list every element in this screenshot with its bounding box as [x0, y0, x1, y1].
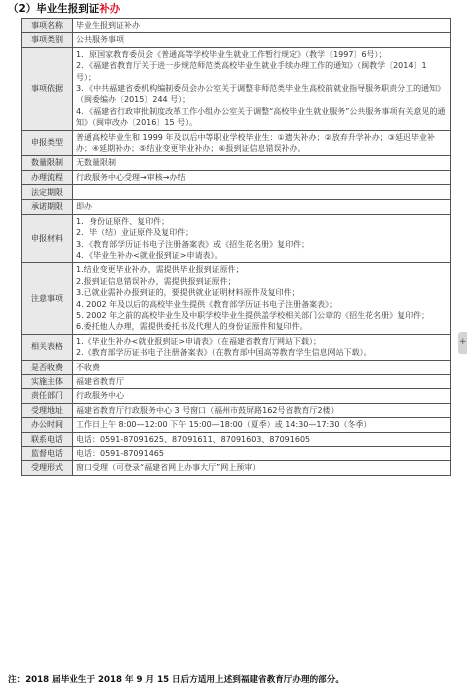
row-value: 公共服务事项 — [73, 33, 451, 47]
row-label: 申报类型 — [22, 130, 73, 156]
row-value: 行政服务中心 — [73, 389, 451, 403]
table-row — [22, 47, 451, 130]
row-label: 责任部门 — [22, 389, 73, 403]
list-item: 1．身份证原件、复印件； — [76, 216, 170, 226]
list-item: 2．《福建省教育厅关于进一步规范师范类高校毕业生就业手续办理工作的通知》（闽教学〔2014〕1 号）； — [76, 61, 427, 82]
list-item: 3．《教育部学历证书电子注册备案表》或《招生花名册》复印件； — [76, 239, 310, 249]
service-info-table — [21, 18, 451, 476]
list-item: 5. 2002 年之前的高校毕业生及中职学校毕业生提供盖学校相关部门公章的《招生花名册》复印件； — [76, 310, 430, 320]
table-row — [22, 389, 451, 403]
row-value: 福建省教育厅行政服务中心 3 号窗口（福州市鼓屏路162号省教育厅2楼） — [73, 403, 451, 417]
heading-text: （2）毕业生报到证 — [8, 3, 100, 15]
table-row — [22, 130, 451, 156]
row-label: 注意事项 — [22, 263, 73, 334]
list-item: 2.《教育部学历证书电子注册备案表》（在教育部中国高等教育学生信息网站下载）。 — [76, 348, 372, 358]
table-row — [22, 374, 451, 388]
row-label: 事项名称 — [22, 19, 73, 33]
row-value-list — [73, 214, 451, 263]
row-label: 是否收费 — [22, 360, 73, 374]
row-value: 福建省教育厅 — [73, 374, 451, 388]
list-item: 3.已就业需补办报到证的，要提供就业证明材料原件及复印件； — [76, 288, 300, 298]
table-row — [22, 214, 451, 263]
row-value: 工作日上午 8:00—12:00 下午 15:00—18:00（夏季）或 14:30—17:30（冬季） — [73, 418, 451, 432]
table-row — [22, 360, 451, 374]
table-row — [22, 432, 451, 446]
row-value: 即办 — [73, 200, 451, 214]
row-label: 受理地址 — [22, 403, 73, 417]
table-row — [22, 263, 451, 334]
list-item: 6.委托他人办理，需提供委托书及代理人的身份证原件和复印件。 — [76, 322, 308, 332]
list-item: 4．《福建省行政审批制度改革工作小组办公室关于调整“高校毕业生就业服务”公共服务事项有关意见的通知》（闽审改办〔2016〕15 号）。 — [76, 106, 446, 128]
row-label: 相关表格 — [22, 334, 73, 360]
row-value: 不收费 — [73, 360, 451, 374]
row-label: 事项依据 — [22, 47, 73, 130]
table-row — [22, 200, 451, 214]
row-label: 申报材料 — [22, 214, 73, 263]
list-item: 2.报到证信息错误补办，需提供报到证原件； — [76, 276, 236, 286]
list-item: 4．《毕业生补办<就业报到证>申请表》。 — [76, 250, 223, 260]
row-label: 数量限制 — [22, 156, 73, 170]
row-value: 电话：0591-87091625、87091611、87091603、87091605 — [73, 432, 451, 446]
list-item: 3．《中共福建省委机构编制委员会办公室关于调整非师范类毕业生高校前就业指导服务职责分工的通知》（闽委编办〔2015〕244 号）； — [76, 84, 446, 105]
table-row — [22, 33, 451, 47]
row-label: 法定期限 — [22, 185, 73, 200]
table-row — [22, 185, 451, 200]
row-value: 行政服务中心受理→审核→办结 — [73, 170, 451, 184]
table-row — [22, 403, 451, 417]
row-label: 监督电话 — [22, 447, 73, 461]
row-label: 实施主体 — [22, 374, 73, 388]
row-value: 毕业生报到证补办 — [73, 19, 451, 33]
table-row — [22, 461, 451, 475]
table-row — [22, 19, 451, 33]
table-row — [22, 156, 451, 170]
row-value-list — [73, 334, 451, 360]
row-value: 窗口受理（可登录“福建省网上办事大厅”网上预审） — [73, 461, 451, 475]
list-item: 4. 2002 年及以后的高校毕业生提供《教育部学历证书电子注册备案表》； — [76, 299, 338, 309]
list-item: 2．毕（结）业证原件及复印件； — [76, 228, 194, 238]
row-label: 受理形式 — [22, 461, 73, 475]
row-label: 办理流程 — [22, 170, 73, 184]
table-row — [22, 334, 451, 360]
list-item: 1．原国家教育委员会《普通高等学校毕业生就业工作暂行规定》（教学〔1997〕6号）； — [76, 49, 387, 59]
row-value-list — [73, 263, 451, 334]
section-heading — [8, 2, 120, 16]
row-label: 承诺期限 — [22, 200, 73, 214]
row-label: 联系电话 — [22, 432, 73, 446]
side-expand-handle[interactable] — [458, 332, 467, 354]
row-value: 普通高校毕业生和 1999 年及以后中等职业学校毕业生：①遗失补办；②放弃升学补办；③延迟毕业补办；④延期补办；⑤结业变更毕业补办；⑥报到证信息错误补办。 — [73, 130, 451, 156]
table-row — [22, 447, 451, 461]
table-row — [22, 170, 451, 184]
row-value-list — [73, 47, 451, 130]
row-value: 无数量限制 — [73, 156, 451, 170]
list-item: 1.《毕业生补办<就业报到证>申请表》（在福建省教育厅网站下载）； — [76, 336, 322, 346]
row-value — [73, 185, 451, 200]
row-label: 事项类别 — [22, 33, 73, 47]
list-item: 1.结业变更毕业补办，需提供毕业报到证原件； — [76, 265, 244, 275]
plus-icon: + — [459, 337, 467, 347]
heading-accent-text: 补办 — [99, 3, 121, 15]
footnote: 注：2018 届毕业生于 2018 年 9 月 15 日后方适用上述到福建省教育厅办理的部分。 — [8, 675, 344, 685]
table-row — [22, 418, 451, 432]
row-label: 办公时间 — [22, 418, 73, 432]
row-value: 电话：0591-87091465 — [73, 447, 451, 461]
